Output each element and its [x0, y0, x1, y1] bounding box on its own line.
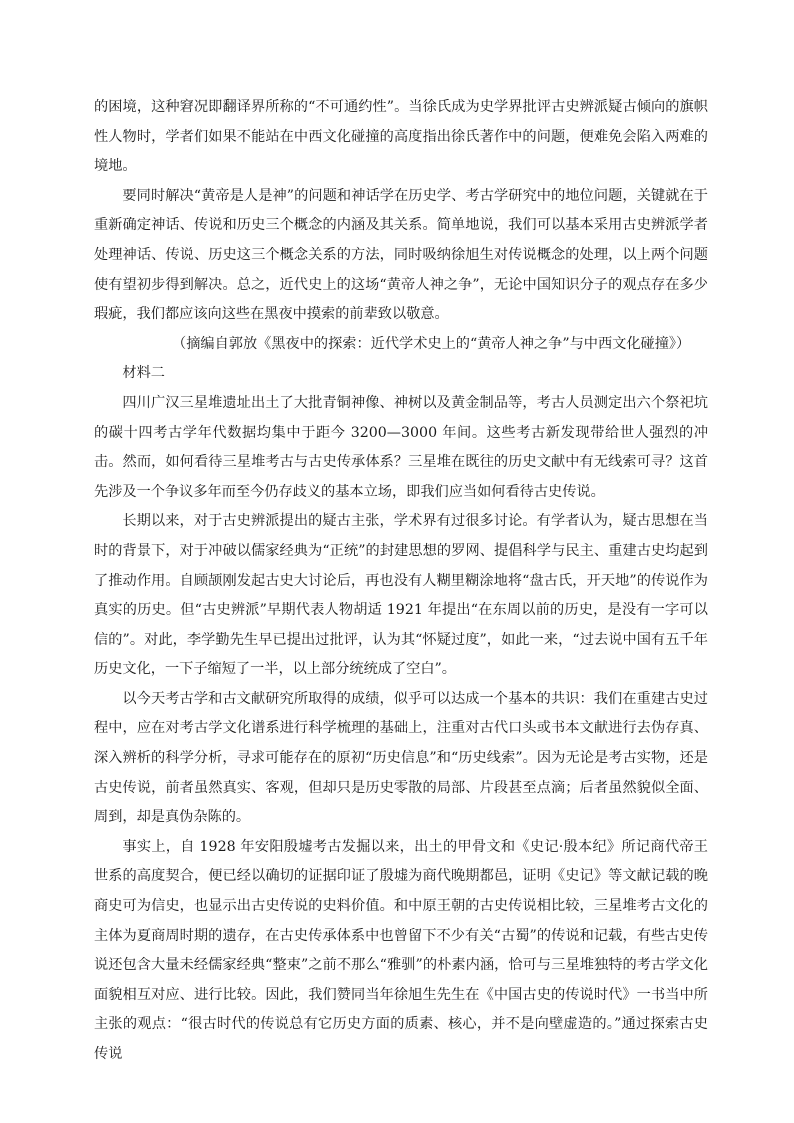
source-citation: （摘编自郭放《黑夜中的探索：近代学术史上的“黄帝人神之争”与中西文化碰撞》）	[172, 335, 691, 352]
paragraph-continuation: 的困境，这种窘况即翻译界所称的“不可通约性”。当徐氏成为史学界批评古史辨派疑古倾向的旗帜性人物时，学者们如果不能站在中西文化碰撞的高度指出徐氏著作中的问题，便难免会陷入两难的境地。	[94, 99, 708, 175]
section-heading-material-two: 材料二	[122, 365, 165, 382]
document-body	[94, 93, 708, 1070]
paragraph-consensus: 以今天考古学和古文献研究所取得的成绩，似乎可以达成一个基本的共识：我们在重建古史过程中，应在对考古学文化谱系进行科学梳理的基础上，注重对古代口头或书本文献进行去伪存真、深入辨析的科学分析，寻求可能存在的原初“历史信息”和“历史线索”。因为无论是考古实物，还是古史传说，前者虽然真实、客观，但却只是历史零散的局部、片段甚至点滴；后者虽然貌似全面、周到，却是真伪杂陈的。	[94, 690, 708, 826]
paragraph-huangdi-question: 要同时解决“黄帝是人是神”的问题和神话学在历史学、考古学研究中的地位问题，关键就在于重新确定神话、传说和历史三个概念的内涵及其关系。简单地说，我们可以基本采用古史辨派学者处理神话、传说、历史这三个概念关系的方法，同时吸纳徐旭生对传说概念的处理，以上两个问题使有望初步得到解决。总之，近代史上的这场“黄帝人神之争”，无论中国知识分子的观点存在多少瑕疵，我们都应该向这些在黑夜中摸索的前辈致以敬意。	[94, 187, 708, 323]
paragraph-yinxu-evidence: 事实上，自 1928 年安阳殷墟考古发掘以来，出土的甲骨文和《史记·殷本纪》所记商代帝王世系的高度契合，便已经以确切的证据印证了殷墟为商代晚期都邑，证明《史记》等文献记载的晚商史可为信史，也显示出古史传说的史料价值。和中原王朝的古史传说相比较，三星堆考古文化的主体为夏商周时期的遗存，在古史传承体系中也曾留下不少有关“古蜀”的传说和记载，有些古史传说还包含大量未经儒家经典“整束”之前不那么“雅驯”的朴素内涵，恰可与三星堆独特的考古学文化面貌相互对应、进行比较。因此，我们赞同当年徐旭生先生在《中国古史的传说时代》一书当中所主张的观点：“很古时代的传说总有它历史方面的质素、核心，并不是向壁虚造的。”通过探索古史传说	[94, 838, 708, 1062]
paragraph-doubting-antiquity: 长期以来，对于古史辨派提出的疑古主张，学术界有过很多讨论。有学者认为，疑古思想在当时的背景下，对于冲破以儒家经典为“正统”的封建思想的罗网、提倡科学与民主、重建古史均起到了推动作用。自顾颉刚发起古史大讨论后，再也没有人糊里糊涂地将“盘古氏，开天地”的传说作为真实的历史。但“古史辨派”早期代表人物胡适 1921 年提出“在东周以前的历史，是没有一字可以信的”。对此，李学勤先生早已提出过批评，认为其“怀疑过度”，如此一来，“过去说中国有五千年历史文化，一下子缩短了一半，以上部分统统成了空白”。	[94, 513, 708, 678]
paragraph-sanxingdui-discovery: 四川广汉三星堆遗址出土了大批青铜神像、神树以及黄金制品等，考古人员测定出六个祭祀坑的碳十四考古学年代数据均集中于距今 3200—3000 年间。这些考古新发现带给世人强烈的冲击。然而，如何看待三星堆考古与古史传承体系？三星堆在既往的历史文献中有无线索可寻？这首先涉及一个争议多年而至今仍存歧义的基本立场，即我们应当如何看待古史传说。	[94, 394, 709, 500]
